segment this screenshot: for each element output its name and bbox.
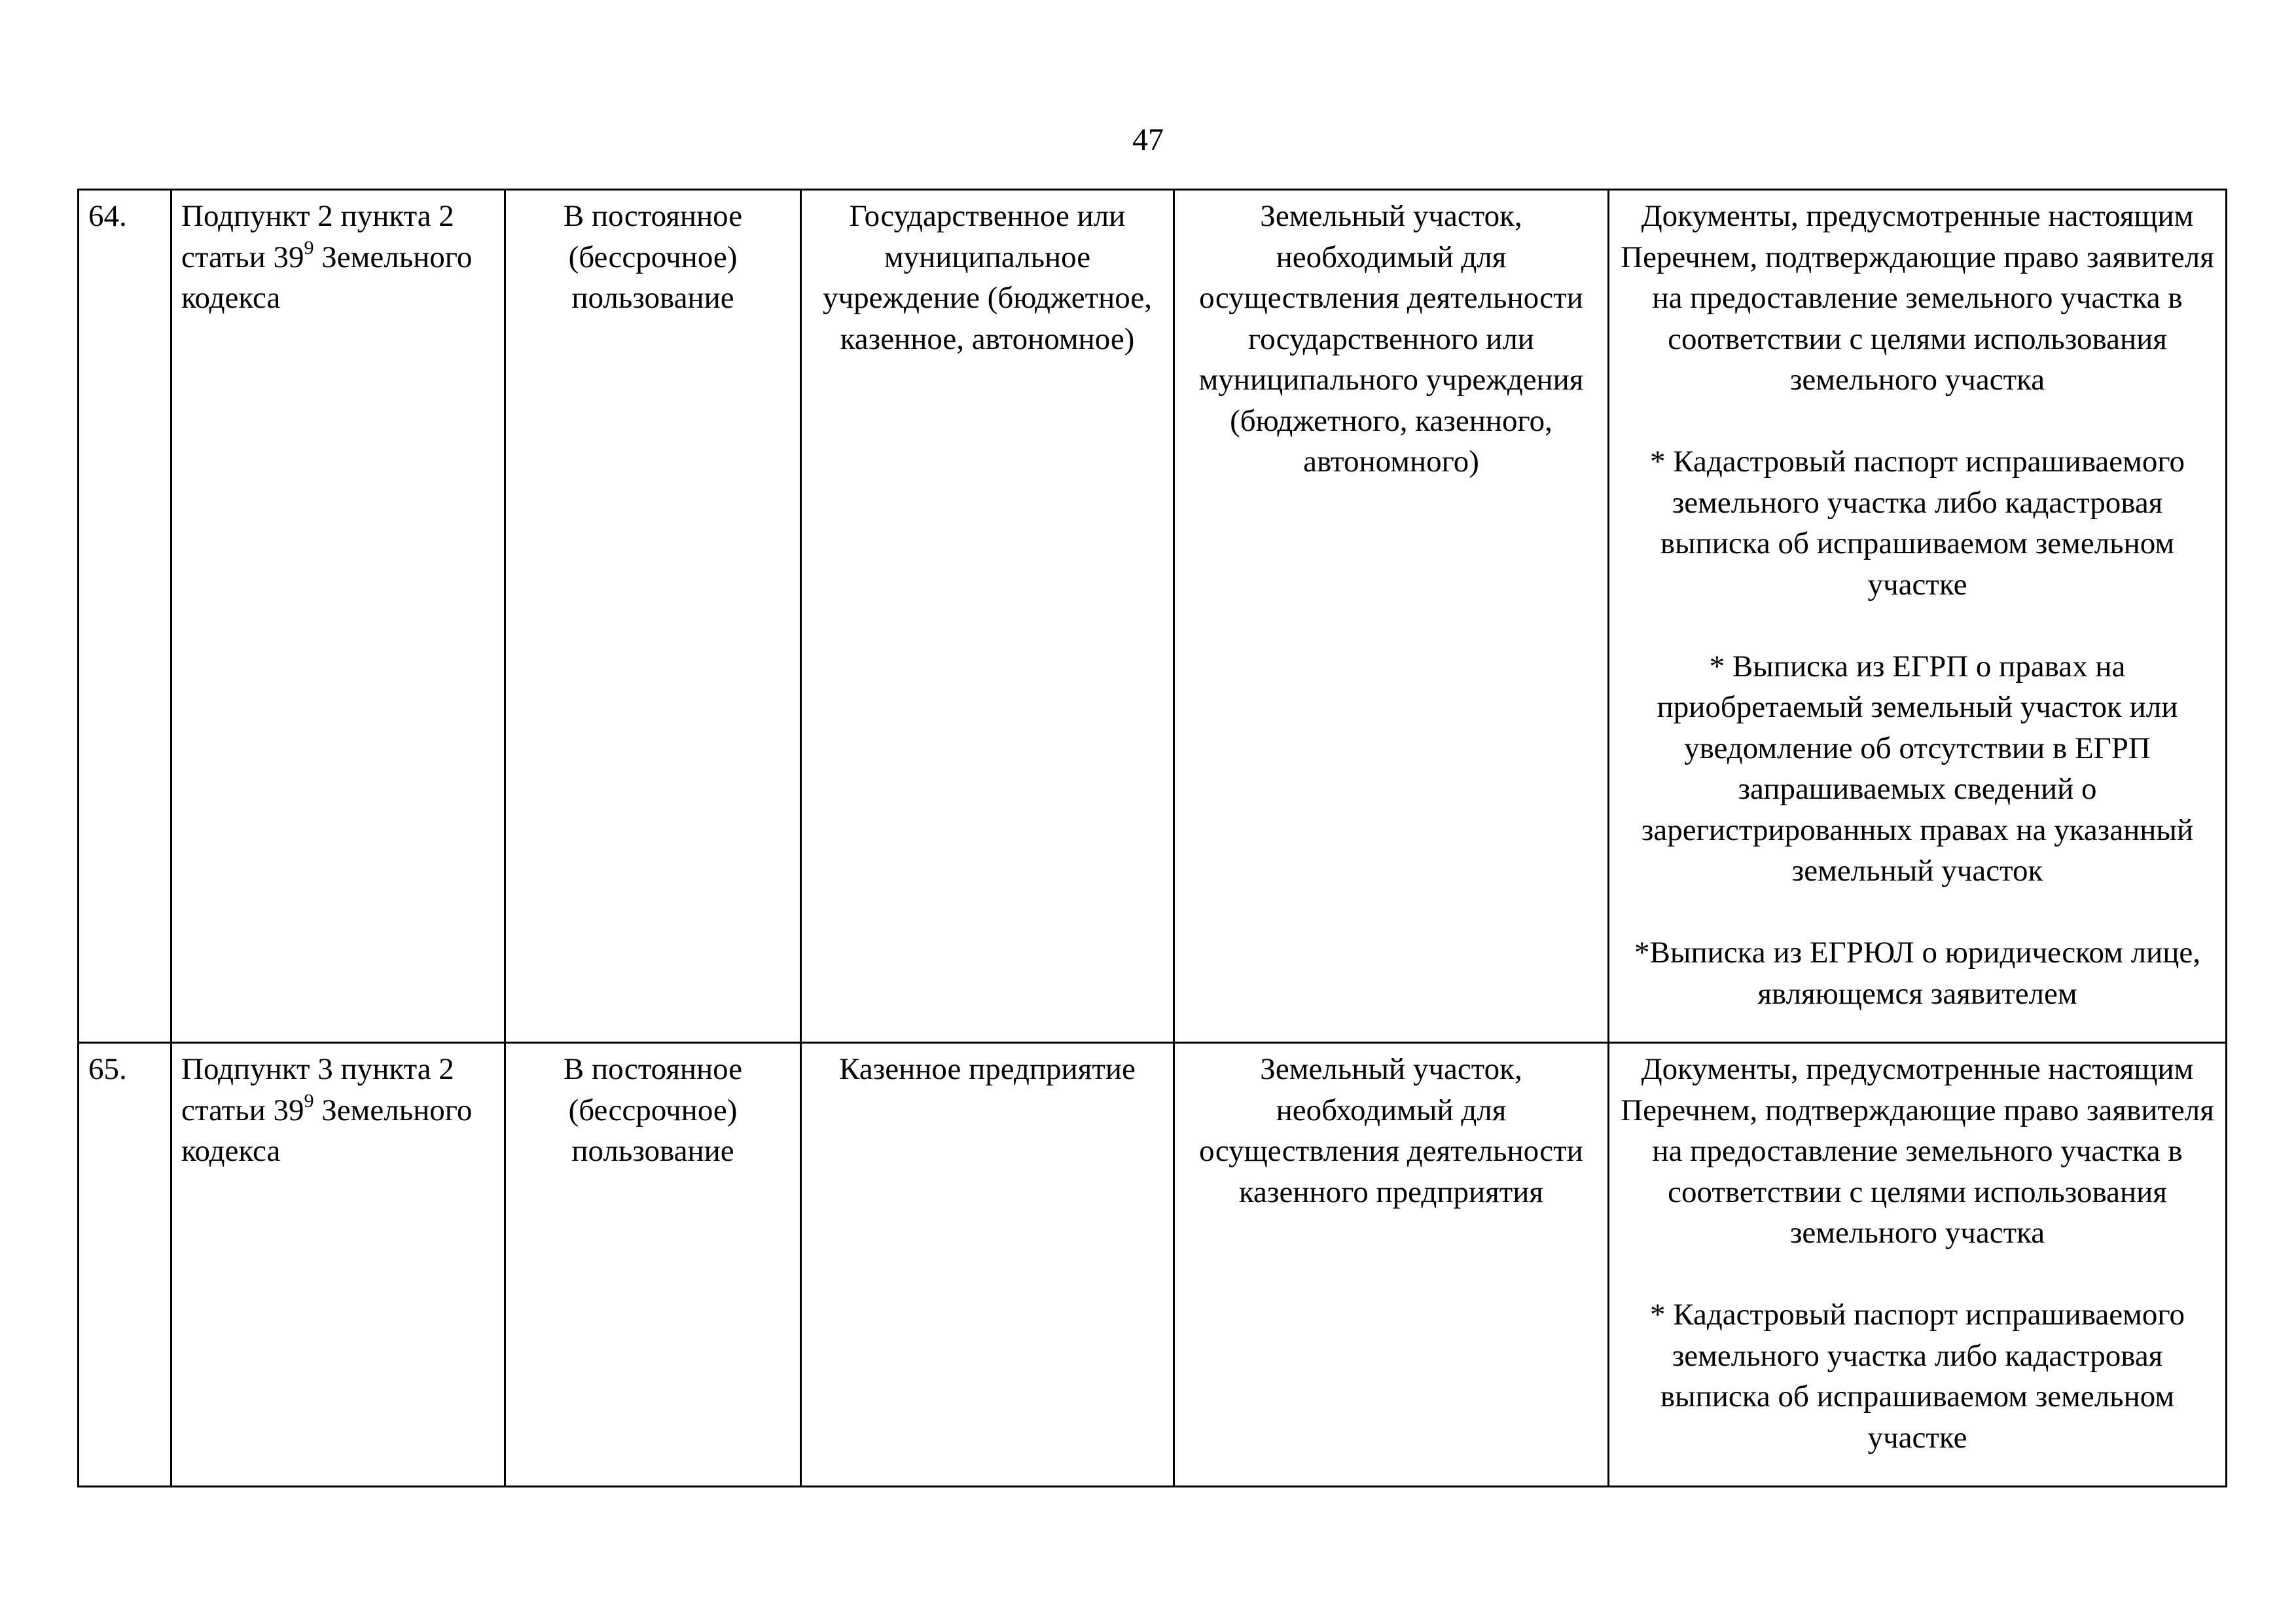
required-documents	[1609, 190, 2227, 1043]
row-number: 65.	[79, 1043, 171, 1487]
document-item: * Кадастровый паспорт испрашиваемого земельного участка либо кадастровая выписка об испрашиваемом земельном участке	[1650, 1298, 2185, 1455]
document-item: Документы, предусмотренные настоящим Перечнем, подтверждающие право заявителя на предоставление земельного участка в соответствии с целями использования земельного участка	[1621, 199, 2214, 397]
document-item: * Выписка из ЕГРП о правах на приобретаемый земельный участок или уведомление об отсутствии в ЕГРП запрашиваемых сведений о зарегистрированных правах на указанный земельный участок	[1641, 649, 2194, 888]
land-purpose: Земельный участок, необходимый для осуществления деятельности государственного или муниципального учреждения (бюджетного, казенного, автономного)	[1174, 190, 1609, 1043]
table-row	[79, 1043, 2227, 1487]
table-row	[79, 190, 2227, 1043]
legal-basis-text: Подпункт 3 пункта 2 статьи 39	[181, 1052, 454, 1127]
legal-basis-text-end: Земельного кодекса	[181, 240, 473, 315]
land-purpose: Земельный участок, необходимый для осуществления деятельности казенного предприятия	[1174, 1043, 1609, 1487]
right-type: В постоянное (бессрочное) пользование	[505, 1043, 801, 1487]
document-item: Документы, предусмотренные настоящим Перечнем, подтверждающие право заявителя на предоставление земельного участка в соответствии с целями использования земельного участка	[1621, 1052, 2214, 1250]
legal-basis-superscript: 9	[304, 1089, 314, 1112]
legal-basis-text: Подпункт 2 пункта 2 статьи 39	[181, 199, 454, 274]
document-item: *Выписка из ЕГРЮЛ о юридическом лице, являющемся заявителем	[1634, 936, 2200, 1011]
land-rights-table	[77, 189, 2227, 1487]
row-number: 64.	[79, 190, 171, 1043]
legal-basis	[171, 190, 505, 1043]
required-documents	[1609, 1043, 2227, 1487]
legal-basis-superscript: 9	[304, 236, 314, 259]
applicant: Казенное предприятие	[801, 1043, 1174, 1487]
right-type: В постоянное (бессрочное) пользование	[505, 190, 801, 1043]
applicant: Государственное или муниципальное учреждение (бюджетное, казенное, автономное)	[801, 190, 1174, 1043]
legal-basis	[171, 1043, 505, 1487]
document-item: * Кадастровый паспорт испрашиваемого земельного участка либо кадастровая выписка об испрашиваемом земельном участке	[1650, 445, 2185, 602]
page-number: 47	[1132, 122, 1164, 157]
legal-basis-text-end: Земельного кодекса	[181, 1093, 473, 1168]
